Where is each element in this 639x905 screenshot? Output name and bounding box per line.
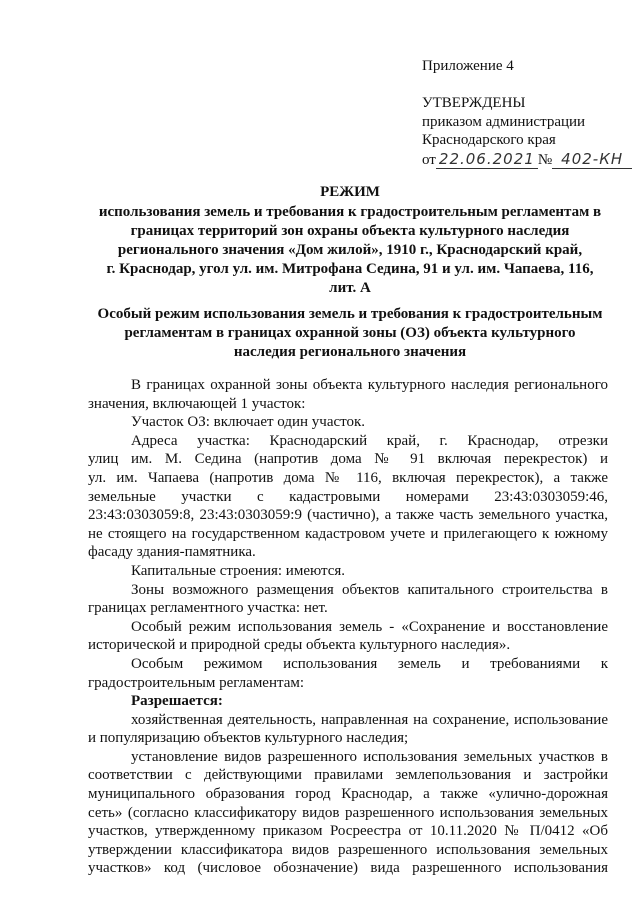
section-subtitle <box>60 305 639 362</box>
subtitle-line: Особый режим использования земель и требования к градостроительным <box>97 306 603 322</box>
paragraph-line: и популяризацию объектов культурного наследия; <box>88 730 409 747</box>
paragraph-line: границах регламентного участка: нет. <box>88 600 328 617</box>
paragraph-line: 23:43:0303059:8, 23:43:0303059:9 (частично), а также часть земельного участка, <box>88 507 608 524</box>
document-title <box>60 183 639 298</box>
paragraph-line: Зоны возможного размещения объектов капитального строительства в <box>131 581 608 598</box>
title-line: г. Краснодар, угол ул. им. Митрофана Седина, 91 и ул. им. Чапаева, 116, <box>106 261 594 277</box>
paragraph-line: земельные участки с кадастровыми номерами 23:43:0303059:46, <box>88 488 608 505</box>
paragraph-line: В границах охранной зоны объекта культурного наследия регионального <box>131 377 608 393</box>
paragraph-line: Особым режимом использования земель и требованиями к <box>131 655 608 672</box>
paragraph-line: утверждении классификатора видов разрешенного использования земельных <box>88 841 608 858</box>
paragraph-line: Капитальные строения: имеются. <box>131 562 346 579</box>
title-word: РЕЖИМ <box>320 184 380 200</box>
approval-block <box>422 94 632 169</box>
document-body <box>88 376 608 878</box>
paragraph-line: Участок ОЗ: включает один участок. <box>131 414 366 431</box>
paragraph-line: Адреса участка: Краснодарский край, г. Краснодар, отрезки <box>131 432 608 449</box>
order-line-2: Краснодарского края <box>422 132 556 148</box>
paragraph-line: участков» код (числовое обозначение) вида разрешенного использования <box>88 860 608 877</box>
handwritten-date: 22.06.2021 <box>436 150 538 170</box>
paragraph-line: муниципального образования город Краснодар, а также «улично-дорожная <box>88 786 608 803</box>
paragraph-line: значения, включающей 1 участок: <box>88 395 306 412</box>
paragraph-line: Особый режим использования земель - «Сохранение и восстановление <box>131 618 608 635</box>
paragraph-line: не стоящего на государственном кадастровом учете и прилегающего к южному <box>88 525 608 542</box>
allowed-heading: Разрешается: <box>131 693 223 710</box>
paragraph-line: фасаду здания-памятника. <box>88 544 256 561</box>
order-line-1: приказом администрации <box>422 113 586 130</box>
handwritten-number: 402-КН <box>552 150 632 170</box>
subtitle-line: регламентам в границах охранной зоны (ОЗ) объекта культурного <box>124 325 576 341</box>
approved-heading: УТВЕРЖДЕНЫ <box>422 95 526 111</box>
paragraph-line: градостроительным регламентам: <box>88 674 305 691</box>
paragraph-line: хозяйственная деятельность, направленная на сохранение, использование <box>131 711 608 728</box>
paragraph-line: сеть» (согласно классификатору видов разрешенного использования земельных <box>88 804 608 821</box>
paragraph-line: участков, утвержденному приказом Росреестра от 10.11.2020 № П/0412 «Об <box>88 823 608 840</box>
date-prefix: от <box>422 151 436 168</box>
title-line: использования земель и требования к градостроительным регламентам в <box>98 204 602 220</box>
paragraph-line: улиц им. М. Седина (напротив дома № 91 включая перекресток) и <box>88 451 608 468</box>
paragraph-line: установление видов разрешенного использования земельных участков в <box>131 748 608 765</box>
title-line: границах территорий зон охраны объекта культурного наследия <box>130 223 570 239</box>
appendix-label: Приложение 4 <box>422 58 514 74</box>
title-line: регионального значения «Дом жилой», 1910 г., Краснодарский край, <box>117 242 583 258</box>
date-number-line <box>422 150 632 170</box>
subtitle-line: наследия регионального значения <box>233 344 467 360</box>
number-prefix: № <box>537 151 553 168</box>
title-line: лит. А <box>329 280 371 296</box>
paragraph-line: ул. им. Чапаева (напротив дома № 116, включая перекресток), а также <box>88 469 608 486</box>
paragraph-line: соответствии с действующими правилами землепользования и застройки <box>88 767 608 784</box>
paragraph-line: исторической и природной среды объекта культурного наследия». <box>88 637 511 654</box>
